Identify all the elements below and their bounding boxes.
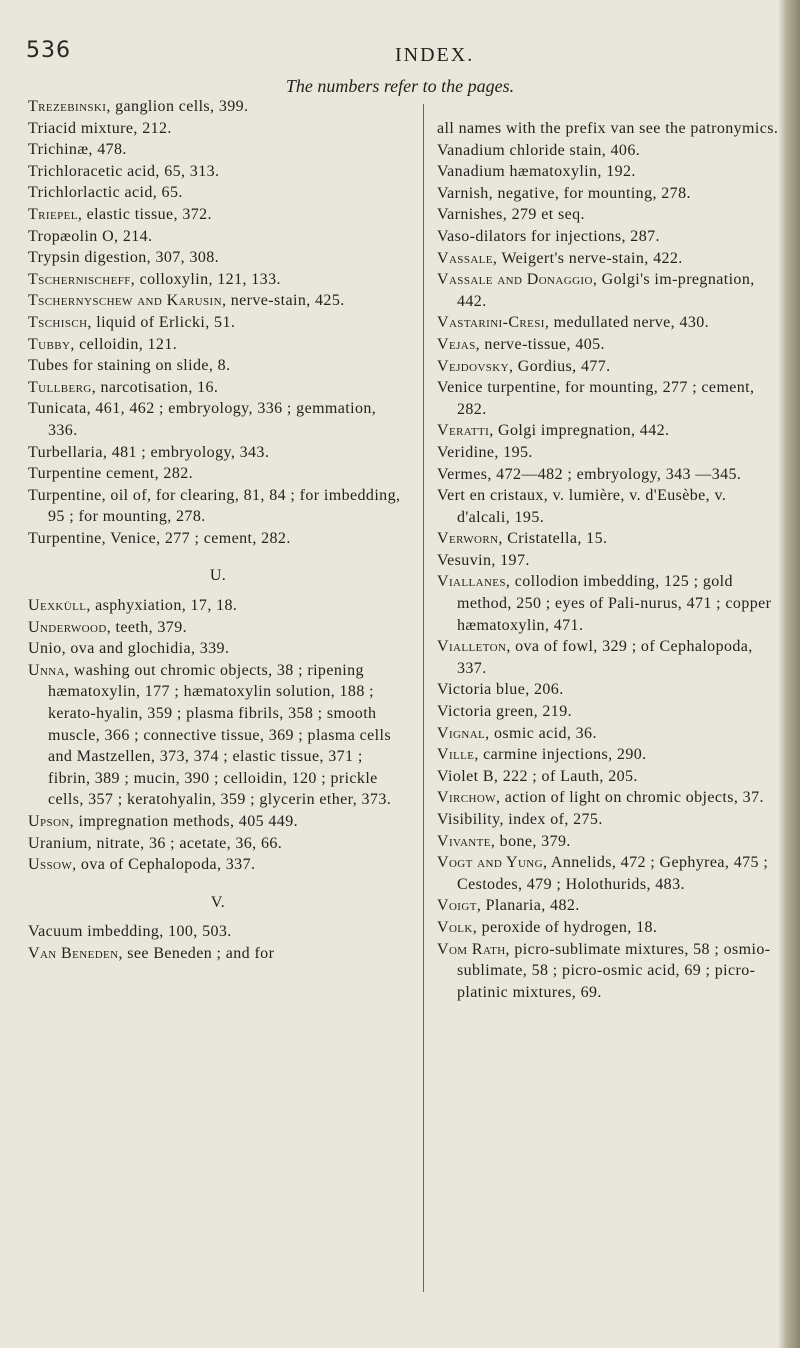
index-entry [437, 550, 782, 572]
index-entry-name: Vialleton, [437, 638, 511, 656]
left-column [28, 96, 408, 965]
index-entry-name: Van Beneden, [28, 944, 123, 962]
entries-t [28, 96, 408, 549]
index-entry [437, 636, 782, 679]
index-entry [28, 377, 408, 399]
index-entry [437, 420, 782, 442]
index-entry-text: Golgi impregnation, 442. [493, 422, 670, 440]
index-entry-text: Weigert's nerve-stain, 422. [497, 249, 683, 267]
index-entry [437, 140, 782, 162]
index-entry [437, 766, 782, 788]
index-entry [28, 595, 408, 617]
index-entry-name: Vom Rath, [437, 940, 510, 958]
index-entry-text: Trypsin digestion, 307, 308. [28, 249, 220, 267]
index-entry-text: Unio, ova and glochidia, 339. [28, 640, 230, 658]
index-entry-text: osmic acid, 36. [489, 724, 597, 742]
index-entry [28, 355, 408, 377]
index-entry-name: Verworn, [437, 530, 503, 548]
index-entry [437, 571, 782, 636]
index-entry [28, 161, 408, 183]
entries-right [437, 118, 782, 1003]
index-entry-name: Volk, [437, 918, 478, 936]
index-entry-text: Tunicata, 461, 462 ; embryology, 336 ; gemmation, 336. [28, 400, 377, 439]
index-entry-text: all names with the prefix van see the patronymics. [437, 120, 779, 137]
index-entry-text: Violet B, 222 ; of Lauth, 205. [437, 767, 638, 785]
index-entry-text: carmine injections, 290. [478, 746, 647, 764]
index-entry [437, 723, 782, 745]
index-entry-text: Vanadium hæmatoxylin, 192. [437, 163, 636, 181]
index-entry-text: bone, 379. [495, 832, 571, 850]
index-entry-text: Planaria, 482. [481, 897, 580, 915]
index-entry [437, 895, 782, 917]
index-entry [28, 811, 408, 833]
index-entry [437, 744, 782, 766]
index-entry-name: Viallanes, [437, 573, 511, 591]
index-entry-text: Turpentine, Venice, 277 ; cement, 282. [28, 529, 291, 547]
index-entry [437, 917, 782, 939]
index-entry [28, 398, 408, 441]
index-entry [28, 312, 408, 334]
index-entry-text: Turpentine, oil of, for clearing, 81, 84 ; for imbedding, 95 ; for mounting, 278. [28, 486, 401, 526]
index-entry [28, 463, 408, 485]
index-entry [437, 377, 782, 420]
entries-v [28, 921, 408, 964]
page-number: 536 [26, 38, 71, 63]
index-entry-text: Vesuvin, 197. [437, 551, 530, 569]
index-entry-text: liquid of Erlicki, 51. [91, 313, 236, 331]
index-entry-name: Tullberg, [28, 378, 97, 396]
index-entry-name: Tschisch, [28, 313, 92, 331]
index-entry-text: Trichloracetic acid, 65, 313. [28, 162, 220, 180]
right-column [437, 118, 782, 1003]
index-entry-text: picro-sublimate mixtures, 58 ; osmio-sublimate, 58 ; picro-osmic acid, 69 ; picro-platinic mixtures, 69. [457, 940, 771, 1001]
index-entry-text: ova of Cephalopoda, 337. [76, 856, 256, 874]
index-entry [28, 247, 408, 269]
index-entry [28, 617, 408, 639]
index-entry-name: Tschernischeff, [28, 270, 136, 288]
index-entry-text: teeth, 379. [111, 618, 188, 636]
index-entry-text: impregnation methods, 405 449. [74, 813, 299, 830]
index-entry [437, 485, 782, 528]
index-entry-text: Golgi's im-pregnation, 442. [457, 271, 755, 310]
index-entry-text: ova of fowl, 329 ; of Cephalopoda, 337. [457, 638, 753, 677]
index-entry [28, 833, 408, 855]
index-entry-text: Cristatella, 15. [502, 530, 608, 548]
index-entry [437, 528, 782, 550]
index-entry-text: action of light on chromic objects, 37. [500, 789, 764, 807]
section-letter-v: V. [210, 893, 226, 911]
index-entry-text: Trichlorlactic acid, 65. [28, 184, 183, 202]
index-entry [437, 701, 782, 723]
column-divider [423, 104, 424, 1292]
index-entry-text: nerve-stain, 425. [226, 292, 345, 310]
index-entry-text: Tubes for staining on slide, 8. [28, 357, 231, 375]
index-entry [28, 854, 408, 876]
index-entry-name: Ville, [437, 746, 479, 764]
index-entry-text: Annelids, 472 ; Gephyrea, 475 ; Cestodes, 479 ; Holothurids, 483. [457, 854, 769, 893]
index-entry-text: elastic tissue, 372. [82, 205, 212, 223]
index-entry-name: Upson, [28, 813, 75, 830]
index-entry-name: Vassale, [437, 249, 498, 267]
index-entry [437, 183, 782, 205]
index-entry [437, 809, 782, 831]
index-entry [437, 312, 782, 334]
index-entry-text: peroxide of hydrogen, 18. [477, 918, 658, 936]
index-entry [28, 204, 408, 226]
index-entry [437, 464, 782, 486]
index-entry [437, 161, 782, 183]
index-entry [28, 943, 408, 965]
index-subtitle: The numbers refer to the pages. [285, 76, 515, 96]
index-entry-text: Vert en cristaux, v. lumière, v. d'Eusèbe, v. d'alcali, 195. [437, 487, 727, 526]
index-entry [28, 269, 408, 291]
index-entry-name: Tubby, [28, 335, 75, 353]
index-entry-text: Vermes, 472—482 ; embryology, 343 —345. [437, 465, 742, 483]
index-entry-text: ganglion cells, 399. [110, 98, 249, 115]
index-entry [28, 182, 408, 204]
index-entry [437, 204, 782, 226]
index-entry-text: Turpentine cement, 282. [28, 465, 194, 483]
index-entry [28, 638, 408, 660]
index-entry-text: Varnishes, 279 et seq. [437, 206, 585, 224]
index-entry [437, 787, 782, 809]
index-entry-text: Gordius, 477. [513, 357, 611, 375]
index-entry-text: Triacid mixture, 212. [28, 119, 172, 137]
index-entry [437, 679, 782, 701]
index-entry [437, 442, 782, 464]
index-entry [437, 831, 782, 853]
index-entry-text: Visibility, index of, 275. [437, 811, 603, 828]
index-entry-name: Unna, [28, 661, 70, 679]
index-entry-text: washing out chromic objects, 38 ; ripening hæmatoxylin, 177 ; hæmatoxylin solution, 188 ; kerato-hyalin, 359 ; plasma fibrils, 358 ; smooth muscle, 366 ; connective tissue, 369 ; plasma cells and Mastzellen, 373, 374 ; elastic tissue, 371 ; fibrin, 389 ; mucin, 390 ; celloidin, 120 ; prickle cells, 357 ; keratohyalin, 359 ; glycerin ether, 373. [48, 661, 392, 809]
index-entry-name: Trezebinski, [28, 98, 111, 115]
index-entry-name: Vejdovsky, [437, 357, 514, 375]
index-entry [437, 852, 782, 895]
index-entry-text: nerve-tissue, 405. [480, 335, 605, 353]
entries-u [28, 595, 408, 876]
index-entry [437, 226, 782, 248]
index-entry-name: Virchow, [437, 789, 501, 807]
index-entry-name: Ussow, [28, 856, 77, 874]
index-entry-text: narcotisation, 16. [96, 378, 219, 396]
index-entry-name: Vejas, [437, 335, 481, 353]
index-entry-text: see Beneden ; and for [122, 944, 275, 962]
index-entry-text: Uranium, nitrate, 36 ; acetate, 36, 66. [28, 834, 283, 852]
index-entry-name: Tschernyschew and Karusin, [28, 292, 227, 310]
index-entry-name: Uexküll, [28, 597, 91, 615]
index-entry-text: Victoria blue, 206. [437, 681, 564, 699]
index-entry [28, 96, 408, 118]
index-entry-text: Tropæolin O, 214. [28, 227, 153, 245]
index-entry-text: medullated nerve, 430. [549, 314, 710, 332]
index-entry-name: Underwood, [28, 618, 112, 636]
section-letter-u: U. [209, 567, 227, 585]
index-entry-text: asphyxiation, 17, 18. [90, 597, 238, 615]
index-entry-name: Vastarini-Cresi, [437, 314, 550, 332]
index-entry-text: Vacuum imbedding, 100, 503. [28, 923, 232, 941]
index-entry [437, 939, 782, 1004]
index-entry-text: Trichinæ, 478. [28, 141, 127, 159]
index-entry-name: Vignal, [437, 724, 490, 742]
index-entry [28, 334, 408, 356]
index-entry [28, 921, 408, 943]
index-entry-text: Venice turpentine, for mounting, 277 ; cement, 282. [437, 379, 755, 418]
running-head-title: INDEX. [395, 44, 475, 66]
index-entry-text: celloidin, 121. [74, 335, 178, 353]
index-entry-name: Vassale and Donaggio, [437, 271, 598, 289]
index-entry [28, 118, 408, 140]
index-entry-name: Voigt, [437, 897, 482, 915]
index-entry-name: Triepel, [28, 205, 83, 223]
index-entry-text: Varnish, negative, for mounting, 278. [437, 184, 691, 202]
index-entry-text: Vanadium chloride stain, 406. [437, 141, 641, 159]
index-entry [28, 226, 408, 248]
index-entry [28, 290, 408, 312]
index-entry [437, 356, 782, 378]
index-entry [437, 248, 782, 270]
index-entry-name: Vogt and Yung, [437, 854, 548, 872]
index-entry [28, 485, 408, 528]
index-entry-text: Vaso-dilators for injections, 287. [437, 227, 660, 245]
index-entry [28, 660, 408, 811]
index-entry-text: collodion imbedding, 125 ; gold method, 250 ; eyes of Pali-nurus, 471 ; copper hæmatoxylin, 471. [457, 573, 772, 634]
index-entry-text: Victoria green, 219. [437, 703, 572, 721]
index-entry [437, 118, 782, 140]
index-entry-text: Turbellaria, 481 ; embryology, 343. [28, 443, 270, 461]
index-entry-name: Veratti, [437, 422, 494, 440]
index-entry [28, 442, 408, 464]
index-entry [28, 139, 408, 161]
index-entry [28, 528, 408, 550]
index-entry-name: Vivante, [437, 832, 496, 850]
index-entry [437, 334, 782, 356]
index-entry-text: Veridine, 195. [437, 443, 533, 461]
index-entry [437, 269, 782, 312]
index-entry-text: colloxylin, 121, 133. [135, 270, 281, 288]
